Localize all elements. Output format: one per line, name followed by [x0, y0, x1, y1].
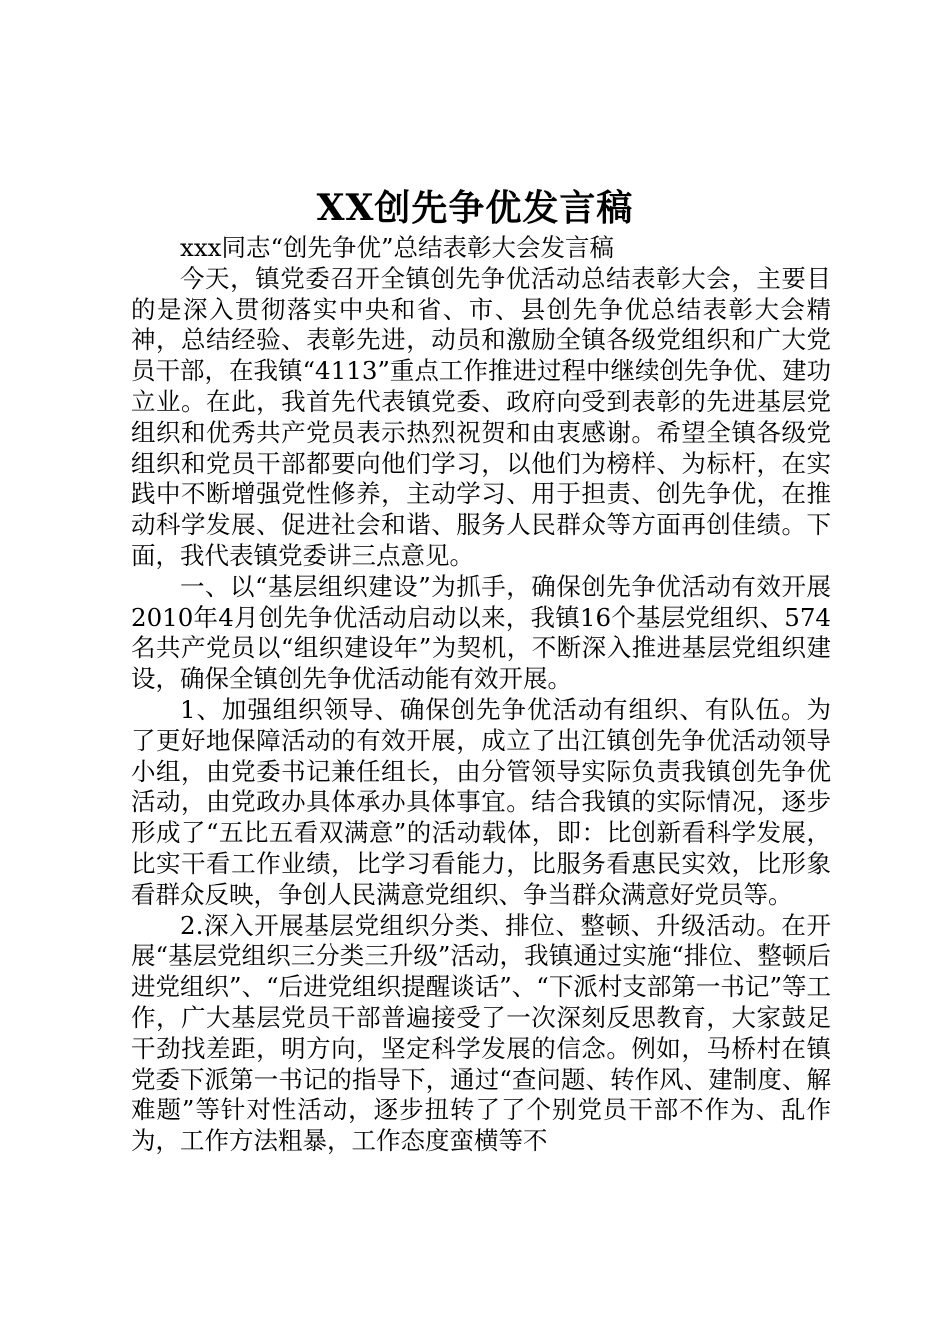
paragraph-item-one: 1、加强组织领导、确保创先争优活动有组织、有队伍。为了更好地保障活动的有效开展，成立了出江镇创先争优活动领导小组，由党委书记兼任组长，由分管领导实际负责我镇创先争优活动，由党政办具体承办具体事宜。结合我镇的实际情况，逐步形成了“五比五看双满意”的活动载体，即：比创新看科学发展，比实干看工作业绩，比学习看能力，比服务看惠民实效，比形象看群众反映，争创人民满意党组织、争当群众满意好党员等。: [131, 694, 831, 909]
paragraph-opening: 今天，镇党委召开全镇创先争优活动总结表彰大会，主要目的是深入贯彻落实中央和省、市、县创先争优总结表彰大会精神，总结经验、表彰先进，动员和激励全镇各级党组织和广大党员干部，在我镇“4113”重点工作推进过程中继续创先争优、建功立业。在此，我首先代表镇党委、政府向受到表彰的先进基层党组织和优秀共产党员表示热烈祝贺和由衷感谢。希望全镇各级党组织和党员干部都要向他们学习，以他们为榜样、为标杆，在实践中不断增强党性修养，主动学习、用于担责、创先争优，在推动科学发展、促进社会和谐、服务人民群众等方面再创佳绩。下面，我代表镇党委讲三点意见。: [131, 263, 831, 570]
document-title: XX创先争优发言稿: [316, 187, 634, 229]
paragraph-subtitle: xxx同志“创先争优”总结表彰大会发言稿: [180, 233, 615, 262]
document-body: [131, 233, 831, 1157]
paragraph-item-two: 2.深入开展基层党组织分类、排位、整顿、升级活动。在开展“基层党组织三分类三升级”活动，我镇通过实施“排位、整顿后进党组织”、“后进党组织提醒谈话”、“下派村支部第一书记”等工作，广大基层党员干部普遍接受了一次深刻反思教育，大家鼓足干劲找差距，明方向，坚定科学发展的信念。例如，马桥村在镇党委下派第一书记的指导下，通过“查问题、转作风、建制度、解难题”等针对性活动，逐步扭转了了个别党员干部不作为、乱作为，工作方法粗暴，工作态度蛮横等不: [131, 910, 831, 1156]
paragraph-section-one: 一、以“基层组织建设”为抓手，确保创先争优活动有效开展2010年4月创先争优活动启动以来，我镇16个基层党组织、574名共产党员以“组织建设年”为契机，不断深入推进基层党组织建设，确保全镇创先争优活动能有效开展。: [131, 571, 831, 694]
